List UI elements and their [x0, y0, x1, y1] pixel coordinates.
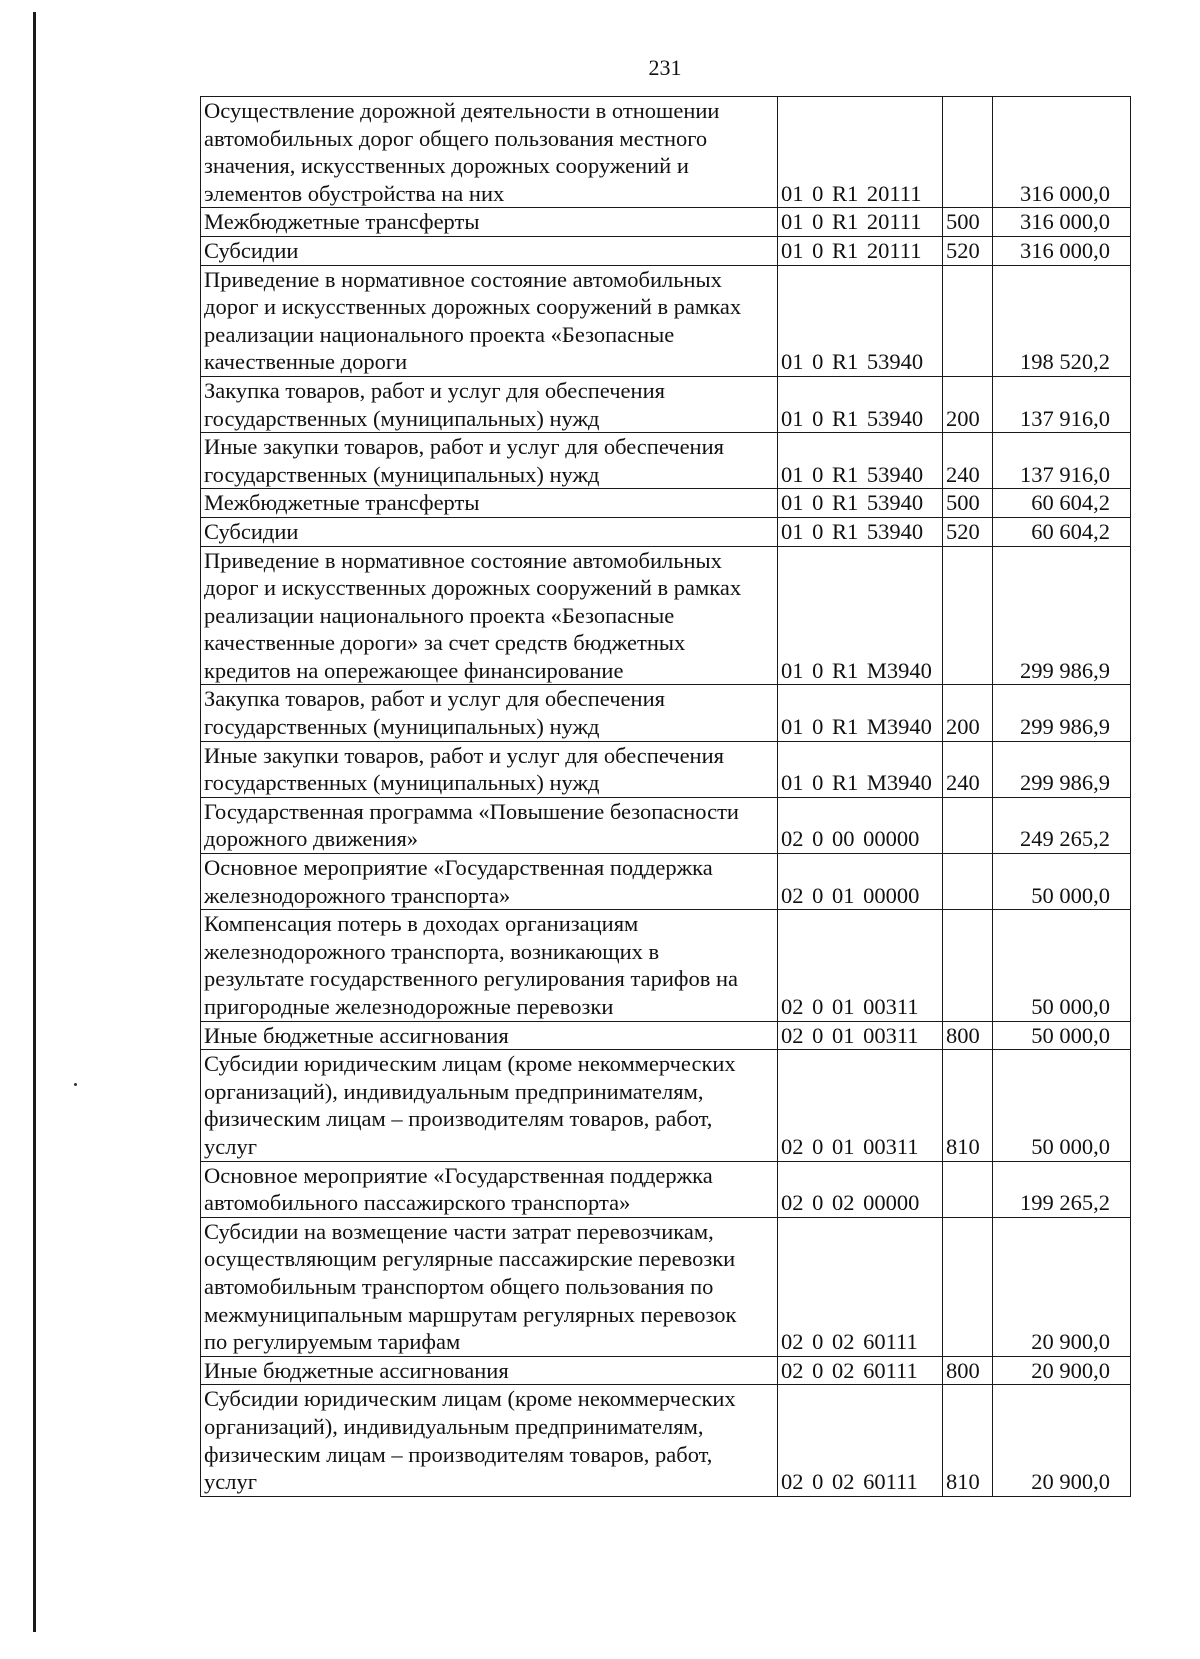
row-code-cell: 02 0 02 60111: [778, 1356, 943, 1385]
table-row: [201, 1021, 1131, 1050]
table-row: [201, 208, 1131, 237]
table-row: [201, 433, 1131, 489]
row-name-cell: Субсидии: [201, 236, 778, 265]
row-name-cell: Субсидии на возмещение части затрат перевозчикам, осуществляющим регулярные пассажирские перевозки автомобильным транспортом общего пользования по межмуниципальным маршрутам регулярных перевозок по регулируемым тарифам: [201, 1217, 778, 1356]
row-expense-type-cell: [943, 1161, 993, 1217]
row-code-cell: 01 0 R1 20111: [778, 97, 943, 208]
row-sum-cell: 50 000,0: [993, 854, 1131, 910]
table-row: [201, 97, 1131, 208]
row-sum-cell: 50 000,0: [993, 910, 1131, 1021]
row-name-cell: Субсидии: [201, 517, 778, 546]
table-row: [201, 1385, 1131, 1496]
row-expense-type-cell: 500: [943, 208, 993, 237]
row-sum-cell: 20 900,0: [993, 1356, 1131, 1385]
row-name-cell: Межбюджетные трансферты: [201, 208, 778, 237]
row-expense-type-cell: [943, 1217, 993, 1356]
row-sum-cell: 198 520,2: [993, 265, 1131, 376]
row-name-cell: Субсидии юридическим лицам (кроме некоммерческих организаций), индивидуальным предпринимателям, физическим лицам – производителям товаров, работ, услуг: [201, 1385, 778, 1496]
table-row: [201, 489, 1131, 518]
row-code-cell: 02 0 01 00311: [778, 1021, 943, 1050]
table-row: [201, 741, 1131, 797]
row-name-cell: Основное мероприятие «Государственная поддержка автомобильного пассажирского транспорта»: [201, 1161, 778, 1217]
row-code-cell: 02 0 01 00000: [778, 854, 943, 910]
row-sum-cell: 299 986,9: [993, 741, 1131, 797]
row-code-cell: 01 0 R1 20111: [778, 208, 943, 237]
row-code-cell: 02 0 02 60111: [778, 1217, 943, 1356]
row-expense-type-cell: [943, 797, 993, 853]
row-name-cell: Иные закупки товаров, работ и услуг для обеспечения государственных (муниципальных) нужд: [201, 433, 778, 489]
row-name-cell: Межбюджетные трансферты: [201, 489, 778, 518]
row-sum-cell: 299 986,9: [993, 546, 1131, 685]
table-row: [201, 1161, 1131, 1217]
row-expense-type-cell: 520: [943, 236, 993, 265]
row-sum-cell: 299 986,9: [993, 685, 1131, 741]
row-sum-cell: 137 916,0: [993, 376, 1131, 432]
row-name-cell: Иные бюджетные ассигнования: [201, 1021, 778, 1050]
row-name-cell: Иные бюджетные ассигнования: [201, 1356, 778, 1385]
row-name-cell: Субсидии юридическим лицам (кроме некоммерческих организаций), индивидуальным предпринимателям, физическим лицам – производителям товаров, работ, услуг: [201, 1050, 778, 1161]
row-name-cell: Основное мероприятие «Государственная поддержка железнодорожного транспорта»: [201, 854, 778, 910]
row-sum-cell: 60 604,2: [993, 489, 1131, 518]
table-row: [201, 1356, 1131, 1385]
table-row: [201, 265, 1131, 376]
row-sum-cell: 316 000,0: [993, 236, 1131, 265]
row-code-cell: 01 0 R1 53940: [778, 433, 943, 489]
page-number: 231: [648, 55, 682, 80]
row-code-cell: 01 0 R1 M3940: [778, 685, 943, 741]
table-row: [201, 685, 1131, 741]
row-expense-type-cell: [943, 854, 993, 910]
row-code-cell: 02 0 01 00311: [778, 1050, 943, 1161]
row-code-cell: 01 0 R1 53940: [778, 517, 943, 546]
row-expense-type-cell: [943, 97, 993, 208]
row-sum-cell: 20 900,0: [993, 1385, 1131, 1496]
row-expense-type-cell: [943, 546, 993, 685]
row-code-cell: 02 0 01 00311: [778, 910, 943, 1021]
row-name-cell: Закупка товаров, работ и услуг для обеспечения государственных (муниципальных) нужд: [201, 685, 778, 741]
row-sum-cell: 316 000,0: [993, 208, 1131, 237]
row-expense-type-cell: 240: [943, 433, 993, 489]
table-row: [201, 546, 1131, 685]
row-sum-cell: 137 916,0: [993, 433, 1131, 489]
row-expense-type-cell: [943, 910, 993, 1021]
row-name-cell: Государственная программа «Повышение безопасности дорожного движения»: [201, 797, 778, 853]
row-name-cell: Осуществление дорожной деятельности в отношении автомобильных дорог общего пользования местного значения, искусственных дорожных сооружений и элементов обустройства на них: [201, 97, 778, 208]
row-code-cell: 01 0 R1 M3940: [778, 741, 943, 797]
row-code-cell: 02 0 00 00000: [778, 797, 943, 853]
row-sum-cell: 50 000,0: [993, 1050, 1131, 1161]
row-code-cell: 01 0 R1 53940: [778, 489, 943, 518]
table-row: [201, 854, 1131, 910]
row-expense-type-cell: 240: [943, 741, 993, 797]
table-row: [201, 797, 1131, 853]
row-expense-type-cell: 500: [943, 489, 993, 518]
row-code-cell: 01 0 R1 53940: [778, 376, 943, 432]
table-row: [201, 1217, 1131, 1356]
row-expense-type-cell: 810: [943, 1385, 993, 1496]
row-sum-cell: 50 000,0: [993, 1021, 1131, 1050]
row-code-cell: 01 0 R1 53940: [778, 265, 943, 376]
budget-table: [200, 96, 1131, 1497]
table-row: [201, 1050, 1131, 1161]
row-sum-cell: 60 604,2: [993, 517, 1131, 546]
table-row: [201, 910, 1131, 1021]
row-name-cell: Приведение в нормативное состояние автомобильных дорог и искусственных дорожных сооружений в рамках реализации национального проекта «Безопасные качественные дороги: [201, 265, 778, 376]
row-code-cell: 02 0 02 00000: [778, 1161, 943, 1217]
row-sum-cell: 249 265,2: [993, 797, 1131, 853]
table-row: [201, 517, 1131, 546]
row-code-cell: 01 0 R1 M3940: [778, 546, 943, 685]
row-expense-type-cell: 800: [943, 1356, 993, 1385]
row-sum-cell: 316 000,0: [993, 97, 1131, 208]
row-code-cell: 01 0 R1 20111: [778, 236, 943, 265]
row-expense-type-cell: 810: [943, 1050, 993, 1161]
row-expense-type-cell: 200: [943, 685, 993, 741]
row-name-cell: Закупка товаров, работ и услуг для обеспечения государственных (муниципальных) нужд: [201, 376, 778, 432]
row-sum-cell: 199 265,2: [993, 1161, 1131, 1217]
row-name-cell: Иные закупки товаров, работ и услуг для обеспечения государственных (муниципальных) нужд: [201, 741, 778, 797]
table-row: [201, 236, 1131, 265]
scan-speck: [74, 1083, 77, 1086]
scan-left-edge: [33, 12, 36, 1632]
row-expense-type-cell: [943, 265, 993, 376]
row-expense-type-cell: 800: [943, 1021, 993, 1050]
row-code-cell: 02 0 02 60111: [778, 1385, 943, 1496]
row-expense-type-cell: 520: [943, 517, 993, 546]
row-expense-type-cell: 200: [943, 376, 993, 432]
table-row: [201, 376, 1131, 432]
row-sum-cell: 20 900,0: [993, 1217, 1131, 1356]
row-name-cell: Приведение в нормативное состояние автомобильных дорог и искусственных дорожных сооружений в рамках реализации национального проекта «Безопасные качественные дороги» за счет средств бюджетных кредитов на опережающее финансирование: [201, 546, 778, 685]
budget-table-body: [201, 97, 1131, 1497]
row-name-cell: Компенсация потерь в доходах организациям железнодорожного транспорта, возникающих в результате государственного регулирования тарифов на пригородные железнодорожные перевозки: [201, 910, 778, 1021]
